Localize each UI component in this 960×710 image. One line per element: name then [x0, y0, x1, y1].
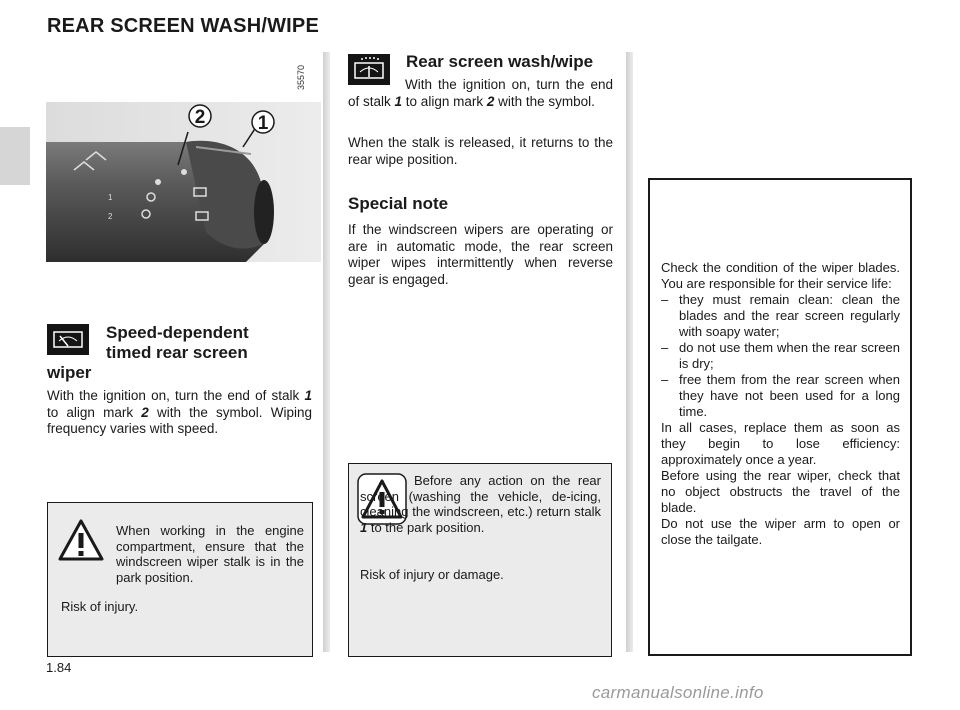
- action-warning-text: Before any action on the rear screen (washing the vehicle, de-icing, cleaning the windscreen, etc.) return stalk 1 to the park position.: [360, 473, 601, 535]
- condition-list: [661, 292, 900, 420]
- wiper-condition-note: [648, 178, 912, 656]
- action-warning-risk: Risk of injury or damage.: [360, 567, 504, 582]
- figure-id: 35570: [296, 64, 306, 90]
- speed-wiper-heading-line2: timed rear screen: [106, 343, 248, 363]
- action-warning-box: [348, 463, 612, 657]
- column-divider: [323, 52, 330, 652]
- speed-wiper-heading-line3: wiper: [47, 363, 92, 382]
- rear-wash-heading: Rear screen wash/wipe: [406, 52, 594, 71]
- engine-warning-text: When working in the engine compartment, ensure that the windscreen wiper stalk is in the park position.: [116, 523, 304, 585]
- callout-2: 2: [194, 107, 206, 128]
- special-note-heading: Special note: [348, 194, 449, 213]
- watermark[interactable]: carmanualsonline.info: [592, 683, 764, 702]
- special-note-text: If the windscreen wipers are operating or are in automatic mode, the rear screen wiper wipes intermittently when reverse gear is engaged.: [348, 222, 613, 287]
- wiper-stalk-illustration: [46, 102, 321, 262]
- list-item: – do not use them when the rear screen is dry;: [661, 340, 900, 372]
- stalk-number: 1: [304, 388, 312, 403]
- condition-intro: Check the condition of the wiper blades. You are responsible for their service life:: [661, 260, 900, 291]
- condition-tailgate: Do not use the wiper arm to open or close the tailgate.: [661, 516, 900, 547]
- stalk-number: 1: [360, 519, 368, 535]
- mark-number: 2: [486, 93, 495, 109]
- engine-warning-box: [47, 502, 313, 657]
- mark-number: 2: [141, 404, 149, 420]
- rear-wiper-icon: [47, 324, 89, 355]
- condition-check: Before using the rear wiper, check that no object obstructs the travel of the blade.: [661, 468, 900, 515]
- column-divider: [626, 52, 633, 652]
- stalk-mark-1: 1: [108, 193, 113, 202]
- rear-wash-text: With the ignition on, turn the end of stalk 1 to align mark 2 with the symbol.: [348, 77, 613, 109]
- list-item: – they must remain clean: clean the blades and the rear screen regularly with soapy water;: [661, 292, 900, 340]
- warning-triangle-icon: [58, 519, 104, 561]
- engine-warning-risk: Risk of injury.: [61, 599, 139, 614]
- stalk-number: 1: [394, 93, 403, 109]
- speed-wiper-text: With the ignition on, turn the end of stalk 1 to align mark 2 with the symbol. Wiping frequency varies with speed.: [47, 388, 312, 436]
- condition-replace: In all cases, replace them as soon as they begin to lose efficiency: approximately once a year.: [661, 420, 900, 467]
- page-number: 1.84: [46, 660, 72, 675]
- list-item: – free them from the rear screen when they have not been used for a long time.: [661, 372, 900, 420]
- rear-wash-return-text: When the stalk is released, it returns to the rear wipe position.: [348, 135, 613, 167]
- page-title: REAR SCREEN WASH/WIPE: [47, 15, 320, 37]
- stalk-mark-2: 2: [108, 212, 113, 221]
- section-tab: [0, 127, 30, 185]
- speed-wiper-heading-line1: Speed-dependent: [106, 323, 249, 342]
- callout-1: 1: [257, 113, 269, 134]
